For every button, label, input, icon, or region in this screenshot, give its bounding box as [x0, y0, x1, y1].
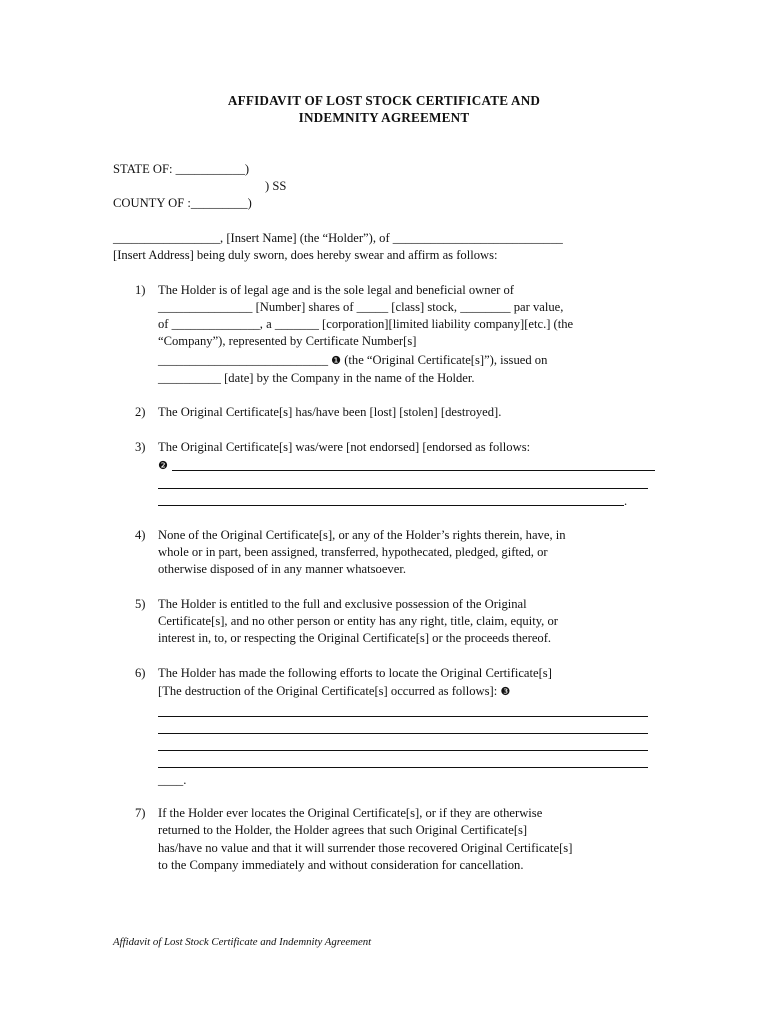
- efforts-blank-2: [158, 733, 648, 734]
- endorsement-blank-1: [172, 470, 655, 471]
- certificate-number-blank: ___________________________: [158, 353, 329, 367]
- efforts-blank-3: [158, 750, 648, 751]
- clause-1-line-5: [158, 352, 547, 369]
- page-footer: Affidavit of Lost Stock Certificate and Indemnity Agreement: [113, 936, 372, 948]
- clause-number: 3): [135, 440, 146, 454]
- clause-4-line-2: whole or in part, been assigned, transferred, hypothecated, pledged, gifted, or: [158, 545, 548, 559]
- clause-number: 7): [135, 806, 146, 820]
- clause-1-line-5-text: (the “Original Certificate[s]”), issued on: [344, 353, 548, 367]
- clause-1-line-4: “Company”), represented by Certificate Number[s]: [158, 334, 417, 348]
- clause-7-line-3: has/have no value and that it will surrender those recovered Original Certificate[s]: [158, 841, 573, 855]
- endorsement-period: .: [624, 494, 628, 508]
- document-title-line-1: AFFIDAVIT OF LOST STOCK CERTIFICATE AND: [227, 93, 541, 108]
- clause-number: 5): [135, 597, 146, 611]
- clause-4-line-3: otherwise disposed of in any manner whatsoever.: [158, 562, 406, 576]
- ss-line: ) SS: [265, 179, 287, 193]
- clause-7-line-2: returned to the Holder, the Holder agrees that such Original Certificate[s]: [158, 823, 528, 837]
- clause-number: 2): [135, 405, 146, 419]
- clause-4-line-1: None of the Original Certificate[s], or any of the Holder’s rights therein, have, in: [158, 528, 566, 542]
- efforts-blank-4: [158, 767, 648, 768]
- marker-one-icon: ❶: [331, 354, 342, 367]
- clause-number: 1): [135, 283, 146, 297]
- marker-two-icon: ❷: [158, 459, 168, 472]
- marker-two-line: [158, 457, 168, 474]
- clause-5-line-2: Certificate[s], and no other person or entity has any right, title, claim, equity, or: [158, 614, 558, 628]
- intro-line-1: _________________, [Insert Name] (the “Holder”), of ___________________________: [113, 231, 563, 245]
- state-of-line: STATE OF: ___________): [113, 162, 250, 176]
- marker-three-icon: ❸: [500, 685, 511, 698]
- clause-3-line-1: The Original Certificate[s] was/were [not endorsed] [endorsed as follows:: [158, 440, 531, 454]
- clause-7-line-4: to the Company immediately and without consideration for cancellation.: [158, 858, 524, 872]
- clause-1-line-1: The Holder is of legal age and is the sole legal and beneficial owner of: [158, 283, 514, 297]
- document-title-line-2: INDEMNITY AGREEMENT: [298, 110, 470, 125]
- endorsement-blank-3: [158, 505, 624, 506]
- clause-5-line-3: interest in, to, or respecting the Original Certificate[s] or the proceeds thereof.: [158, 631, 552, 645]
- intro-line-2: [Insert Address] being duly sworn, does hereby swear and affirm as follows:: [113, 248, 498, 262]
- county-of-line: COUNTY OF :_________): [113, 196, 252, 210]
- clause-1-line-3: of ______________, a _______ [corporation][limited liability company][etc.] (the: [158, 317, 574, 331]
- endorsement-blank-2: [158, 488, 648, 489]
- clause-1-line-6: __________ [date] by the Company in the name of the Holder.: [158, 371, 475, 385]
- clause-6-line-2-text: [The destruction of the Original Certificate[s] occurred as follows]:: [158, 684, 498, 698]
- clause-number: 4): [135, 528, 146, 542]
- clause-7-line-1: If the Holder ever locates the Original Certificate[s], or if they are otherwise: [158, 806, 543, 820]
- efforts-blank-end: ____.: [158, 773, 187, 787]
- clause-5-line-1: The Holder is entitled to the full and exclusive possession of the Original: [158, 597, 527, 611]
- efforts-blank-1: [158, 716, 648, 717]
- clause-6-line-1: The Holder has made the following efforts to locate the Original Certificate[s]: [158, 666, 552, 680]
- clause-number: 6): [135, 666, 146, 680]
- clause-6-line-2: [158, 683, 510, 700]
- clause-2-line-1: The Original Certificate[s] has/have been [lost] [stolen] [destroyed].: [158, 405, 502, 419]
- clause-1-line-2: _______________ [Number] shares of _____ [class] stock, ________ par value,: [158, 300, 564, 314]
